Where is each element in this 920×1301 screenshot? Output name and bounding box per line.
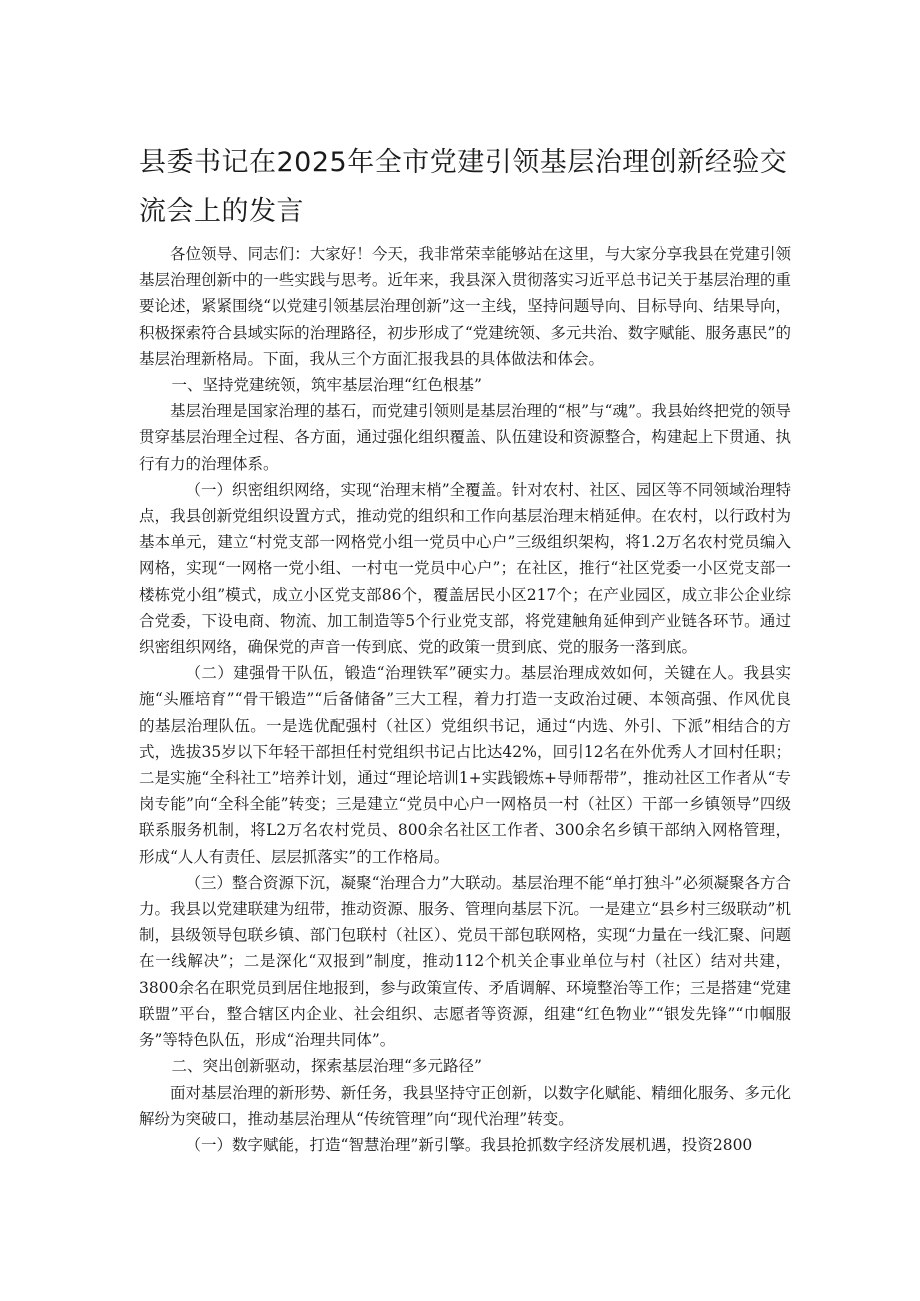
paragraph-section-1-intro: 基层治理是国家治理的基石，而党建引领则是基层治理的“根”与“魂”。我县始终把党的领导贯穿基层治理全过程、各方面，通过强化组织覆盖、队伍建设和资源整合，构建起上下贯通、执行有力的治理体系。 — [139, 402, 791, 473]
section-heading-2: 二、突出创新驱动，探索基层治理“多元路径” — [171, 1057, 482, 1076]
paragraph-subsection-1-3: （三）整合资源下沉，凝聚“治理合力”大联动。基层治理不能“单打独斗”必须凝聚各方合力。我县以党建联建为纽带，推动资源、服务、管理向基层下沉。一是建立“县乡村三级联动”机制，县级领导包联乡镇、部门包联村（社区）、党员干部包联网格，实现“力量在一线汇聚、问题在一线解决”；二是深化“双报到”制度，推动112个机关企事业单位与村（社区）结对共建，3800余名在职党员到居住地报到，参与政策宣传、矛盾调解、环境整治等工作；三是搭建“党建联盟”平台，整合辖区内企业、社会组织、志愿者等资源，组建“红色物业”“银发先锋”“巾帼服务”等特色队伍，形成“治理共同体”。 — [139, 873, 791, 1050]
paragraph-subsection-1-1: （一）织密组织网络，实现“治理末梢”全覆盖。针对农村、社区、园区等不同领域治理特点，我县创新党组织设置方式，推动党的组织和工作向基层治理末梢延伸。在农村，以行政村为基本单元，建立“村党支部一网格党小组一党员中心户”三级组织架构，将1.2万名农村党员编入网格，实现“一网格一党小组、一村屯一党员中心户”；在社区，推行“社区党委一小区党支部一楼栋党小组”模式，成立小区党支部86个，覆盖居民小区217个；在产业园区，成立非公企业综合党委，下设电商、物流、加工制造等5个行业党支部，将党建触角延伸到产业链各环节。通过织密组织网络，确保党的声音一传到底、党的政策一贯到底、党的服务一落到底。 — [139, 480, 791, 657]
section-heading-1: 一、坚持党建统领，筑牢基层治理“红色根基” — [171, 376, 482, 395]
paragraph-section-2-intro: 面对基层治理的新形势、新任务，我县坚持守正创新，以数字化赋能、精细化服务、多元化解纷为突破口，推动基层治理从“传统管理”向“现代治理”转变。 — [139, 1083, 791, 1128]
paragraph-subsection-1-2: （二）建强骨干队伍，锻造“治理铁军”硬实力。基层治理成效如何，关键在人。我县实施“头雁培育”“骨干锻造”“后备储备”三大工程，着力打造一支政治过硬、本领高强、作风优良的基层治理队伍。一是选优配强村（社区）党组织书记，通过“内选、外引、下派”相结合的方式，选拔35岁以下年轻干部担任村党组织书记占比达42%，回引12名在外优秀人才回村任职；二是实施“全科社工”培养计划，通过“理论培训1+实践锻炼+导师帮带”，推动社区工作者从“专岗专能”向“全科全能”转变；三是建立“党员中心户一网格员一村（社区）干部一乡镇领导”四级联系服务机制，将L2万名农村党员、800余名社区工作者、300余名乡镇干部纳入网格管理，形成“人人有责任、层层抓落实”的工作格局。 — [139, 664, 791, 866]
paragraph-subsection-2-1: （一）数字赋能，打造“智慧治理”新引擎。我县抢抓数字经济发展机遇，投资2800 — [185, 1135, 753, 1154]
document-body — [139, 241, 791, 1158]
paragraph-opening: 各位领导、同志们：大家好！今天，我非常荣幸能够站在这里，与大家分享我县在党建引领基层治理创新中的一些实践与思考。近年来，我县深入贯彻落实习近平总书记关于基层治理的重要论述，紧紧围绕“以党建引领基层治理创新”这一主线，坚持问题导向、目标导向、结果导向，积极探索符合县域实际的治理路径，初步形成了“党建统领、多元共治、数字赋能、服务惠民”的基层治理新格局。下面，我从三个方面汇报我县的具体做法和体会。 — [139, 245, 791, 368]
document-title: 县委书记在2025年全市党建引领基层治理创新经验交流会上的发言 — [139, 147, 788, 227]
